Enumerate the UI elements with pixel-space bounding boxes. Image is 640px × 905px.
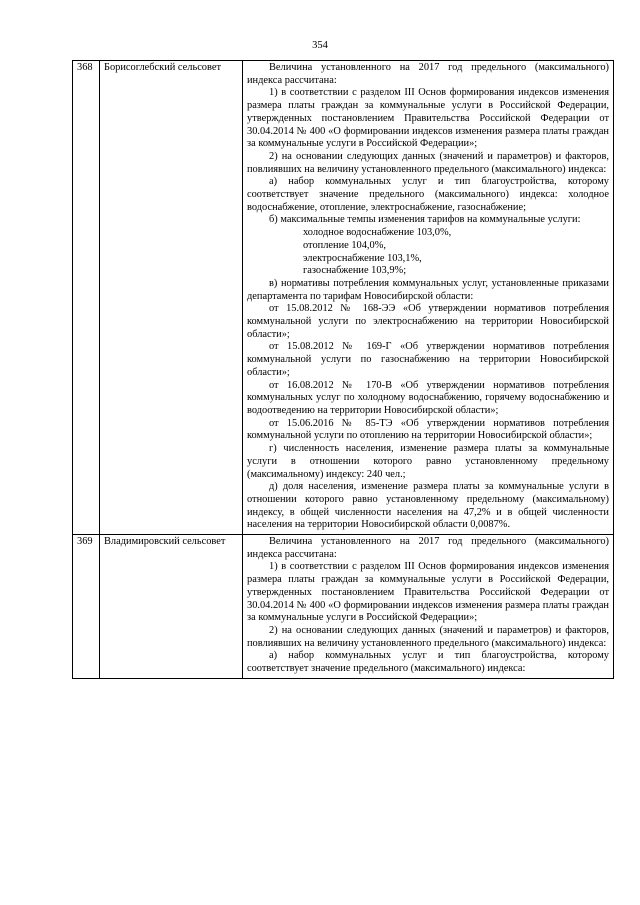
paragraph: 1) в соответствии с разделом III Основ формирования индексов изменения размера платы граждан за коммунальные услуги в Российской Федерации, утвержденных постановлением Правительства Российской Федерации от 30.04.2014 № 400 «О формировании индексов изменения размера платы граждан за коммунальные услуги в Российской Федерации»; xyxy=(247,87,609,150)
tariff-rate: холодное водоснабжение 103,0%, xyxy=(303,227,452,239)
paragraph: 2) на основании следующих данных (значений и параметров) и факторов, повлиявших на величину установленного предельного (максимального) индекса: xyxy=(247,150,609,175)
paragraph: б) максимальные темпы изменения тарифов на коммунальные услуги: xyxy=(269,214,581,226)
paragraph: от 15.06.2016 № 85-ТЭ «Об утверждении нормативов потребления коммунальной услуги по отоплению на территории Новосибирской области»; xyxy=(247,417,609,442)
row-number: 369 xyxy=(73,535,100,679)
municipality-name: Владимировский сельсовет xyxy=(100,535,243,679)
paragraph: от 16.08.2012 № 170-В «Об утверждении нормативов потребления коммунальных услуг по холодному водоснабжению, горячему водоснабжению и водоотведению на территории Новосибирской области»; xyxy=(247,379,609,416)
paragraph: в) нормативы потребления коммунальных услуг, установленные приказами департамента по тарифам Новосибирской области: xyxy=(247,277,609,302)
paragraph: от 15.08.2012 № 168-ЭЭ «Об утверждении нормативов потребления коммунальной услуги по электроснабжению на территории Новосибирской области»; xyxy=(247,303,609,340)
tariff-rate: газоснабжение 103,9%; xyxy=(303,265,407,277)
page-number: 354 xyxy=(312,40,328,51)
paragraph: 1) в соответствии с разделом III Основ формирования индексов изменения размера платы граждан за коммунальные услуги в Российской Федерации, утвержденных постановлением Правительства Российской Федерации от 30.04.2014 № 400 «О формировании индексов изменения размера платы граждан за коммунальные услуги в Российской Федерации»; xyxy=(247,561,609,624)
description-cell xyxy=(243,535,614,679)
paragraph: от 15.08.2012 № 169-Г «Об утверждении нормативов потребления коммунальной услуги по газоснабжению на территории Новосибирской области»; xyxy=(247,341,609,378)
paragraph: д) доля населения, изменение размера платы за коммунальные услуги в отношении которого равно установленному предельному (максимальному) индексу, в общей численности населения на 47,2% и в общей численности населения на территории Новосибирской области 0,0087%. xyxy=(247,481,609,531)
table-row-368 xyxy=(73,61,614,535)
municipality-table xyxy=(72,60,614,679)
paragraph: г) численность населения, изменение размера платы за коммунальные услуги в отношении которого равно установленному предельному (максимальному) индексу: 240 чел.; xyxy=(247,443,609,480)
row-number: 368 xyxy=(73,61,100,535)
paragraph: а) набор коммунальных услуг и тип благоустройства, которому соответствует значение предельного (максимального) индекса: xyxy=(247,650,609,675)
paragraph: Величина установленного на 2017 год предельного (максимального) индекса рассчитана: xyxy=(247,62,609,86)
paragraph: Величина установленного на 2017 год предельного (максимального) индекса рассчитана: xyxy=(247,536,609,560)
description-cell xyxy=(243,61,614,535)
tariff-rate: отопление 104,0%, xyxy=(303,239,386,251)
paragraph: а) набор коммунальных услуг и тип благоустройства, которому соответствует значение предельного (максимального) индекса: холодное водоснабжение, отопление, электроснабжение, газоснабжение; xyxy=(247,176,609,213)
tariff-rate: электроснабжение 103,1%, xyxy=(303,252,422,264)
table-row-369 xyxy=(73,535,614,679)
municipality-name: Борисоглебский сельсовет xyxy=(100,61,243,535)
paragraph: 2) на основании следующих данных (значений и параметров) и факторов, повлиявших на величину установленного предельного (максимального) индекса: xyxy=(247,624,609,649)
